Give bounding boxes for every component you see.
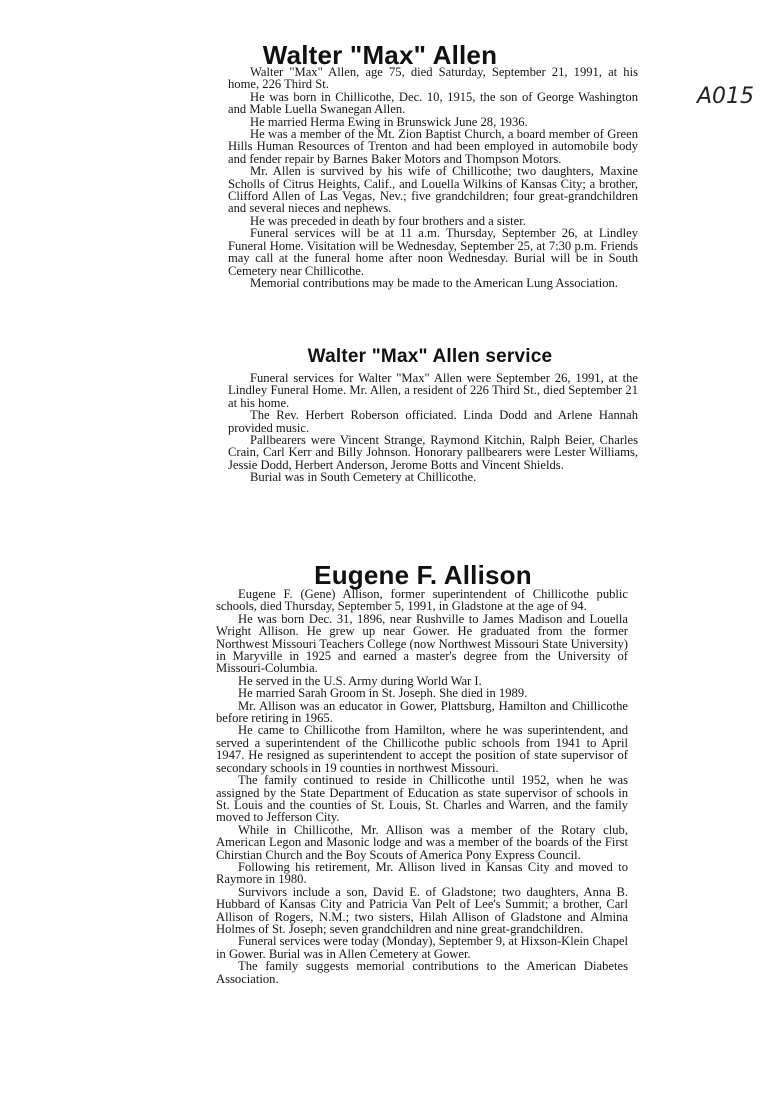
paragraph: He was a member of the Mt. Zion Baptist Church, a board member of Green Hills Human Resources of Trenton and had been employed in automobile body and fender repair by Barnes Baker Motors and Thompson Motors. (228, 127, 638, 166)
paragraph: The family suggests memorial contributions to the American Diabetes Association. (216, 959, 628, 986)
paragraph: Walter "Max" Allen, age 75, died Saturday, September 21, 1991, at his home, 226 Third St. (228, 65, 638, 92)
paragraph: He married Herma Ewing in Brunswick June 28, 1936. (250, 114, 528, 129)
paragraph: The family continued to reside in Chillicothe until 1952, when he was assigned by the State Department of Education as state supervisor of schools in St. Louis and the counties of St. Louis, St. Charles and Warren, and the family moved to Jefferson City. (216, 773, 628, 825)
paragraph: While in Chillicothe, Mr. Allison was a member of the Rotary club, American Legon and Masonic lodge and was a member of the boards of the First Chirstian Church and the Boy Scouts of America Pony Express Council. (216, 822, 628, 862)
paragraph: Funeral services for Walter "Max" Allen were September 26, 1991, at the Lindley Funeral Home. Mr. Allen, a resident of 226 Third St., died September 21 at his home. (228, 371, 638, 410)
headline-walter-max-allen: Walter "Max" Allen (262, 40, 498, 70)
paragraph: He married Sarah Groom in St. Joseph. She died in 1989. (238, 686, 528, 701)
paragraph: Mr. Allen is survived by his wife of Chillicothe; two daughters, Maxine Scholls of Citrus Heights, Calif., and Louella Wilkins of Kansas City; a brother, Clifford Allen of Las Vegas, Nev.; five grandchildren; four great-grandchildren and several nieces and nephews. (228, 164, 638, 216)
paragraph: He was born in Chillicothe, Dec. 10, 1915, the son of George Washington and Mable Luella Swanegan Allen. (228, 89, 638, 117)
headline-walter-max-allen-service: Walter "Max" Allen service (307, 346, 553, 367)
article-walter-max-allen (228, 66, 638, 289)
headline-eugene-f-allison: Eugene F. Allison (314, 560, 532, 590)
paragraph: He was preceded in death by four brothers and a sister. (250, 213, 526, 228)
paragraph: Pallbearers were Vincent Strange, Raymond Kitchin, Ralph Beier, Charles Crain, Carl Kerr and Billy Johnson. Honorary pallbearers were Lester Williams, Jessie Dodd, Herbert Anderson, Jerome Botts and Vincent Shields. (228, 433, 638, 472)
article-walter-max-allen-service (228, 372, 638, 484)
paragraph: Eugene F. (Gene) Allison, former superintendent of Chillicothe public schools, died Thursday, September 5, 1991, in Gladstone at the age of 94. (216, 587, 628, 614)
handwritten-annotation: A015 (697, 84, 755, 109)
paragraph: He came to Chillicothe from Hamilton, where he was superintendent, and served a superintendent of the Chillicothe public schools from 1941 to April 1947. He resigned as superintendent to accept the position of state supervisor of secondary schools in 19 counties in northwest Missouri. (216, 723, 628, 775)
paragraph: Funeral services were today (Monday), September 9, at Hixson-Klein Chapel in Gower. Burial was in Allen Cemetery at Gower. (216, 934, 628, 961)
paragraph: He served in the U.S. Army during World War I. (238, 673, 482, 688)
paragraph: Burial was in South Cemetery at Chillicothe. (250, 470, 477, 485)
paragraph: Following his retirement, Mr. Allison lived in Kansas City and moved to Raymore in 1980. (216, 859, 628, 887)
paragraph: Mr. Allison was an educator in Gower, Plattsburg, Hamilton and Chillicothe before retiring in 1965. (216, 698, 628, 726)
paragraph: The Rev. Herbert Roberson officiated. Linda Dodd and Arlene Hannah provided music. (228, 408, 638, 435)
paragraph: Funeral services will be at 11 a.m. Thursday, September 26, at Lindley Funeral Home. Visitation will be Wednesday, September 25, at 7:30 p.m. Friends may call at the funeral home after noon Wednesday. Burial will be in South Cemetery near Chillicothe. (228, 226, 638, 278)
article-eugene-f-allison (216, 588, 628, 985)
paragraph: Survivors include a son, David E. of Gladstone; two daughters, Anna B. Hubbard of Kansas City and Patricia Van Pelt of Lee's Summit; a brother, Carl Allison of Rogers, N.M.; two sisters, Hilah Allison of Gladstone and Almina Holmes of St. Joseph; seven grandchildren and nine great-grandchildren. (216, 884, 628, 936)
paragraph: He was born Dec. 31, 1896, near Rushville to James Madison and Louella Wright Allison. He grew up near Gower. He graduated from the former Northwest Missouri Teachers College (now Northwest Missouri State University) in Maryville in 1925 and earned a master's degree from the University of Missouri-Columbia. (216, 611, 628, 676)
paragraph: Memorial contributions may be made to the American Lung Association. (250, 275, 618, 290)
